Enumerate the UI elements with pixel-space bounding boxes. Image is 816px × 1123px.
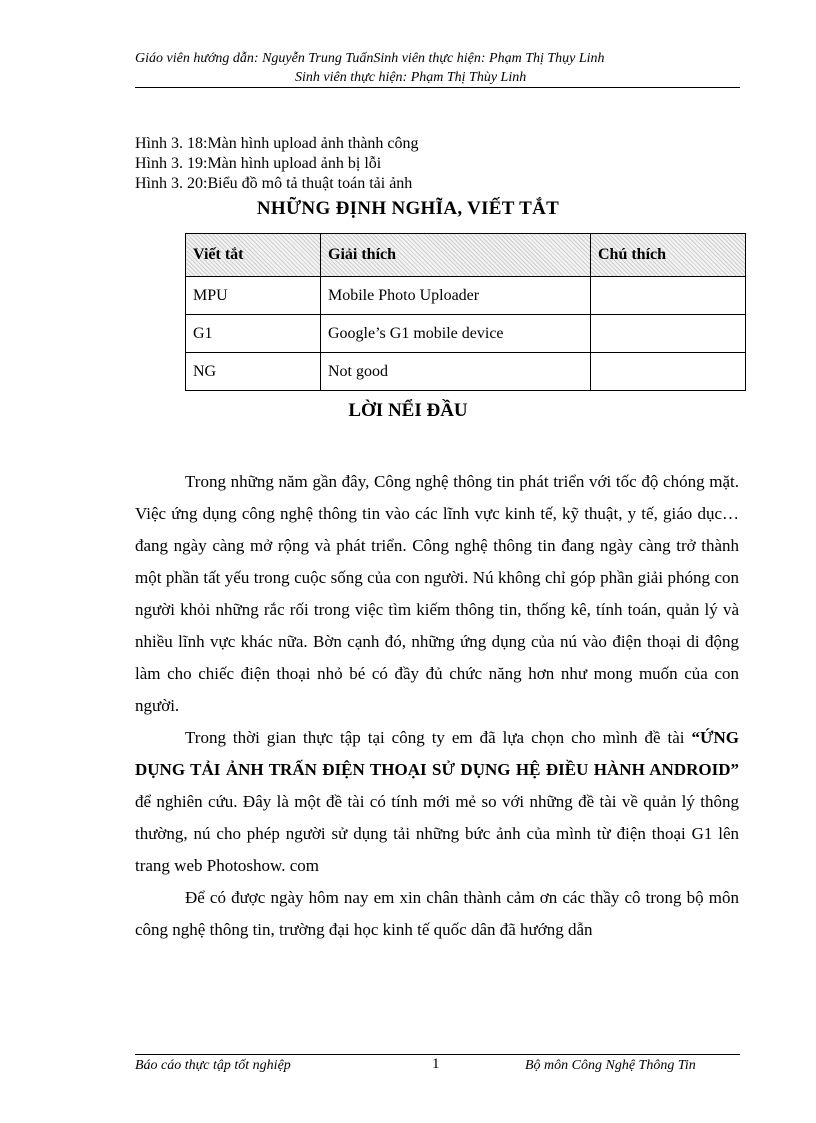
table-cell: G1 xyxy=(186,315,321,353)
paragraph: Trong những năm gần đây, Công nghệ thông tin phát triển với tốc độ chóng mặt. Việc ứng dụng công nghệ thông tin vào các lĩnh vực kinh tế, kỹ thuật, y tế, giáo dục… đang ngày càng mở rộng và phát triển. Công nghệ thông tin đang ngày càng trở thành một phần tất yếu trong cuộc sống của con người. Nú không chỉ góp phần giải phóng con người khỏi những rắc rối trong việc tìm kiếm thông tin, thống kê, tính toán, quản lý và nhiều lĩnh vực khác nữa. Bờn cạnh đó, những ứng dụng của nú vào điện thoại di động làm cho chiếc điện thoại nhỏ bé có đầy đủ chức năng hơn như mong muốn của con người. xyxy=(135,472,739,715)
table-row xyxy=(186,353,746,391)
table-cell xyxy=(591,277,746,315)
header-line-1: Giáo viên hướng dẫn: Nguyễn Trung TuấnSinh viên thực hiện: Phạm Thị Thụy Linh xyxy=(135,51,605,66)
paragraph: Để có được ngày hôm nay em xin chân thành cảm ơn các thầy cô trong bộ môn công nghệ thông tin, trường đại học kinh tế quốc dân đã hướng dẫn xyxy=(135,888,739,939)
table-cell: Google’s G1 mobile device xyxy=(321,315,591,353)
column-header-explanation: Giải thích xyxy=(321,234,591,277)
header-line-2: Sinh viên thực hiện: Phạm Thị Thùy Linh xyxy=(295,70,527,85)
page-number: 1 xyxy=(432,1056,440,1072)
table-cell: NG xyxy=(186,353,321,391)
table-row xyxy=(186,277,746,315)
footer-report-title: Báo cáo thực tập tốt nghiệp xyxy=(135,1058,291,1073)
table-cell: Mobile Photo Uploader xyxy=(321,277,591,315)
table-cell xyxy=(591,353,746,391)
table-row xyxy=(186,315,746,353)
table-cell: MPU xyxy=(186,277,321,315)
column-header-abbreviation: Viết tắt xyxy=(186,234,321,277)
paragraph-text: để nghiên cứu. Đây là một đề tài có tính mới mẻ so với những đề tài về quản lý thông thường, nú cho phép người sử dụng tải những bức ảnh của mình từ điện thoại G1 lên trang web Photoshow. com xyxy=(135,792,739,875)
abbreviations-table xyxy=(185,233,746,391)
figure-list-item: Hình 3. 19:Màn hình upload ảnh bị lỗi xyxy=(135,155,382,172)
figure-list xyxy=(135,134,419,194)
paragraph-text: Trong thời gian thực tập tại công ty em đã lựa chọn cho mình đề tài xyxy=(185,728,692,747)
abbreviations-title: NHỮNG ĐỊNH NGHĨA, VIẾT TẮT xyxy=(256,198,560,219)
table-cell xyxy=(591,315,746,353)
figure-list-item: Hình 3. 20:Biểu đồ mô tả thuật toán tải ảnh xyxy=(135,175,413,192)
header-divider xyxy=(135,87,740,88)
column-header-note: Chú thích xyxy=(591,234,746,277)
figure-list-item: Hình 3. 18:Màn hình upload ảnh thành công xyxy=(135,135,419,152)
footer-divider xyxy=(135,1054,740,1055)
footer-department: Bộ môn Công Nghệ Thông Tin xyxy=(525,1058,696,1073)
thesis-title: “ỨNG DỤNG TẢI ẢNH TRẤN ĐIỆN THOẠI SỬ DỤNG HỆ ĐIỀU HÀNH ANDROID” xyxy=(135,728,739,779)
table-cell: Not good xyxy=(321,353,591,391)
preface-body xyxy=(135,466,739,946)
paragraph xyxy=(135,722,739,882)
preface-title: LỜI NỂI ĐẦU xyxy=(348,400,468,421)
table-header-row xyxy=(186,234,746,277)
